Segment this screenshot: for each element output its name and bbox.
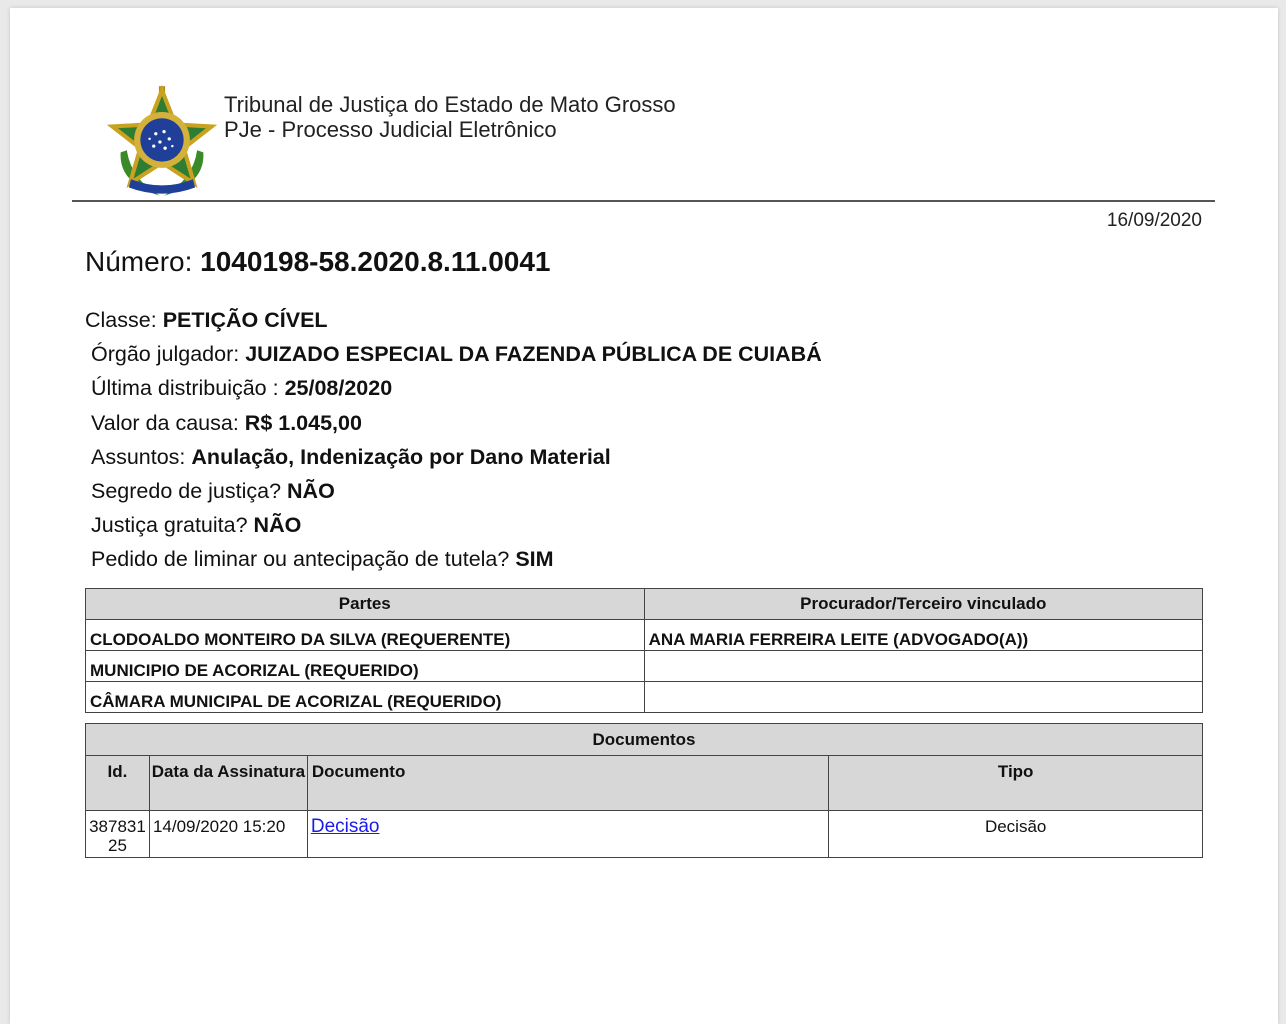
document-page [10, 8, 1278, 1024]
document-date: 16/09/2020 [1106, 210, 1202, 231]
data-assinatura-header: Data da Assinatura [149, 756, 307, 811]
procurador-cell [644, 682, 1202, 713]
field-ultima-distribuicao: Última distribuição : 25/08/2020 [91, 376, 393, 400]
document-type-cell: Decisão [829, 811, 1203, 858]
table-row [86, 682, 1203, 713]
partes-table [85, 588, 1203, 713]
table-row [86, 651, 1203, 682]
process-number [85, 246, 551, 278]
table-row [86, 620, 1203, 651]
process-number-value: 1040198-58.2020.8.11.0041 [200, 246, 551, 277]
field-orgao-julgador: Órgão julgador: JUIZADO ESPECIAL DA FAZENDA PÚBLICA DE CUIABÁ [91, 342, 822, 366]
court-name: Tribunal de Justiça do Estado de Mato Grosso [224, 92, 676, 117]
header-divider [72, 200, 1215, 202]
documentos-title-row [86, 724, 1203, 756]
process-number-label: Número: [85, 246, 193, 277]
field-assuntos: Assuntos: Anulação, Indenização por Dano Material [91, 445, 611, 469]
document-cell [307, 811, 828, 858]
tipo-header: Tipo [829, 756, 1203, 811]
procurador-cell [644, 651, 1202, 682]
document-date-cell: 14/09/2020 15:20 [149, 811, 307, 858]
parte-cell: MUNICIPIO DE ACORIZAL (REQUERIDO) [86, 651, 645, 682]
documentos-header-row [86, 756, 1203, 811]
partes-header: Partes [86, 589, 645, 620]
system-name: PJe - Processo Judicial Eletrônico [224, 117, 557, 142]
document-id-cell: 38783125 [86, 811, 150, 858]
procurador-header: Procurador/Terceiro vinculado [644, 589, 1202, 620]
documentos-table [85, 723, 1203, 858]
field-classe: Classe: PETIÇÃO CÍVEL [85, 308, 328, 332]
field-pedido-liminar: Pedido de liminar ou antecipação de tutela? SIM [91, 547, 554, 571]
field-valor-causa: Valor da causa: R$ 1.045,00 [91, 411, 362, 435]
procurador-cell: ANA MARIA FERREIRA LEITE (ADVOGADO(A)) [644, 620, 1202, 651]
page-header [224, 92, 676, 142]
parte-cell: CÂMARA MUNICIPAL DE ACORIZAL (REQUERIDO) [86, 682, 645, 713]
partes-header-row [86, 589, 1203, 620]
documento-header: Documento [307, 756, 828, 811]
document-link[interactable]: Decisão [310, 816, 380, 837]
field-justica-gratuita: Justiça gratuita? NÃO [91, 513, 302, 537]
parte-cell: CLODOALDO MONTEIRO DA SILVA (REQUERENTE) [86, 620, 645, 651]
documentos-title: Documentos [86, 724, 1203, 756]
id-header: Id. [86, 756, 150, 811]
brasao-republica-icon [100, 80, 224, 204]
table-row [86, 811, 1203, 858]
field-segredo-justica: Segredo de justiça? NÃO [91, 479, 335, 503]
